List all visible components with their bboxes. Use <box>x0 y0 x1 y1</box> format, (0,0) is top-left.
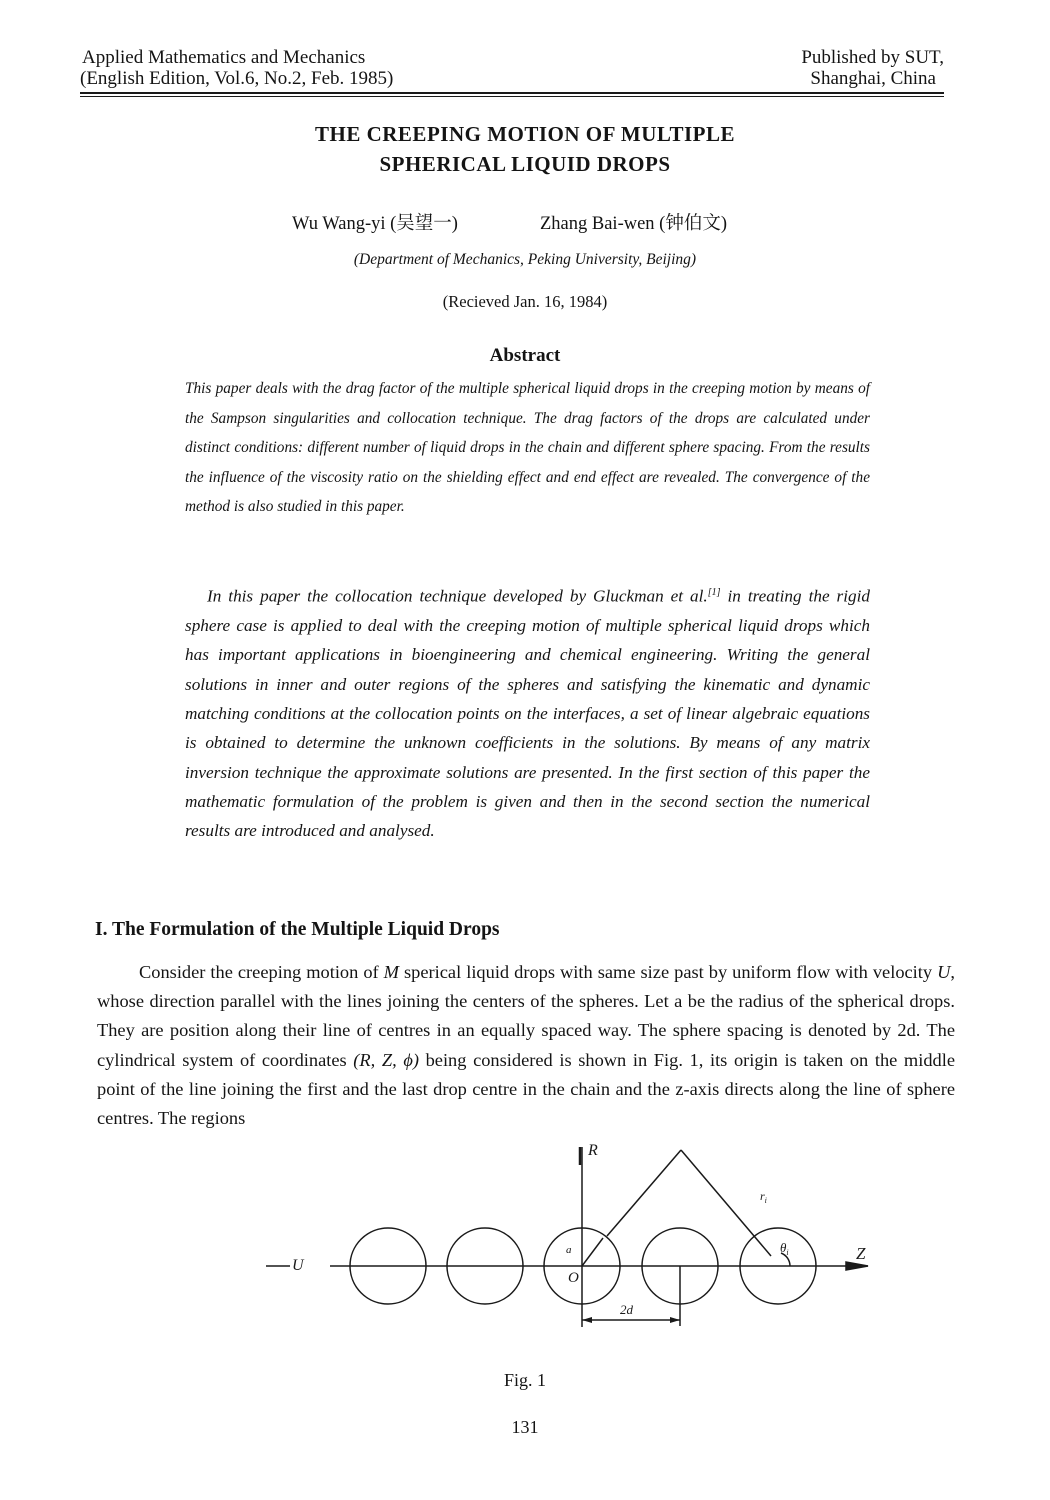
para-text-1: Consider the creeping motion of <box>139 962 384 982</box>
position-line-right <box>681 1150 771 1256</box>
label-O: O <box>568 1270 579 1286</box>
para-text-2: sperical liquid drops with same size past by uniform flow with velocity <box>399 962 938 982</box>
affiliation: (Department of Mechanics, Peking University, Beijing) <box>353 251 697 268</box>
symbol-U: U <box>937 962 951 982</box>
label-Z: Z <box>856 1244 866 1263</box>
para-text-4: being considered is shown in Fig. 1, its origin is taken on the middle point of the line joining the first and the last drop centre in the chain and the z-axis directs along the line of sphere centres. The regions <box>97 1049 955 1129</box>
header-rule-thick <box>80 92 944 94</box>
dimension-arrow-left <box>582 1317 592 1323</box>
section-heading: I. The Formulation of the Multiple Liquid Drops <box>95 919 500 940</box>
para-text-3: , whose direction parallel with the lines joining the centers of the spheres. Let a be the radius of the spherical drops. They are position along their line of centres in an equally spaced way. The sphere spacing is denoted by 2d. The cylindrical system of coordinates <box>97 962 955 1070</box>
label-2d: 2d <box>620 1302 633 1317</box>
radius-a-line <box>582 1238 603 1266</box>
label-r-sub: i <box>764 1196 767 1205</box>
label-theta <box>780 1240 789 1257</box>
publisher-name: Published by SUT, <box>801 47 944 68</box>
citation-ref[interactable]: [1] <box>707 587 721 598</box>
journal-edition: (English Edition, Vol.6, No.2, Feb. 1985) <box>80 68 394 89</box>
label-R: R <box>588 1142 598 1159</box>
figure-caption: Fig. 1 <box>503 1370 546 1390</box>
label-theta-main: θ <box>780 1240 787 1255</box>
header-rule-thin <box>80 96 944 97</box>
position-line-left <box>607 1150 681 1236</box>
label-r <box>760 1189 767 1205</box>
introduction-paragraph <box>185 578 870 845</box>
intro-text-rest: in treating the rigid sphere case is applied to deal with the creeping motion of multiple spherical liquid drops which has important applications in bioengineering and chemical engineering. Writing the general solutions in inner and outer regions of the spheres and satisfying the kinematic and dynamic matching conditions at the collocation points on the interfaces, a set of linear algebraic equations is obtained to determine the unknown coefficients in the solutions. By means of any matrix inversion technique the approximate solutions are presented. In the first section of this paper the mathematic formulation of the problem is given and then in the second section the numerical results are introduced and analysed. <box>185 586 870 841</box>
symbol-M: M <box>383 962 399 982</box>
section-paragraph <box>97 958 955 1133</box>
z-axis-arrow <box>846 1262 868 1270</box>
author-zhang: Zhang Bai-wen (钟伯文) <box>540 214 728 234</box>
label-r-main: r <box>760 1189 765 1203</box>
dimension-arrow-right <box>670 1317 680 1323</box>
paper-title-line-1: THE CREEPING MOTION OF MULTIPLE <box>315 122 735 146</box>
page-number: 131 <box>511 1417 539 1437</box>
received-date: (Recieved Jan. 16, 1984) <box>442 292 608 311</box>
intro-text-start: In this paper the collocation technique developed by Gluckman et al. <box>207 586 708 606</box>
label-a: a <box>566 1244 572 1256</box>
coordinate-system: (R, Z, ϕ) <box>353 1049 419 1070</box>
author-wu: Wu Wang-yi (吴望一) <box>292 214 458 234</box>
label-U: U <box>292 1257 304 1274</box>
publisher-location: Shanghai, China <box>810 68 936 89</box>
figure-1-diagram <box>0 1135 1050 1335</box>
paper-title-line-2: SPHERICAL LIQUID DROPS <box>379 152 671 176</box>
abstract-heading: Abstract <box>489 345 561 366</box>
abstract-text: This paper deals with the drag factor of the multiple spherical liquid drops in the creeping motion by means of the Sampson singularities and collocation technique. The drag factors of the drops are calculated under distinct conditions: different number of liquid drops in the chain and different sphere spacing. From the results the influence of the viscosity ratio on the shielding effect and end effect are revealed. The convergence of the method is also studied in this paper. <box>185 380 870 515</box>
label-theta-sub: i <box>786 1248 789 1257</box>
journal-name: Applied Mathematics and Mechanics <box>82 47 366 68</box>
